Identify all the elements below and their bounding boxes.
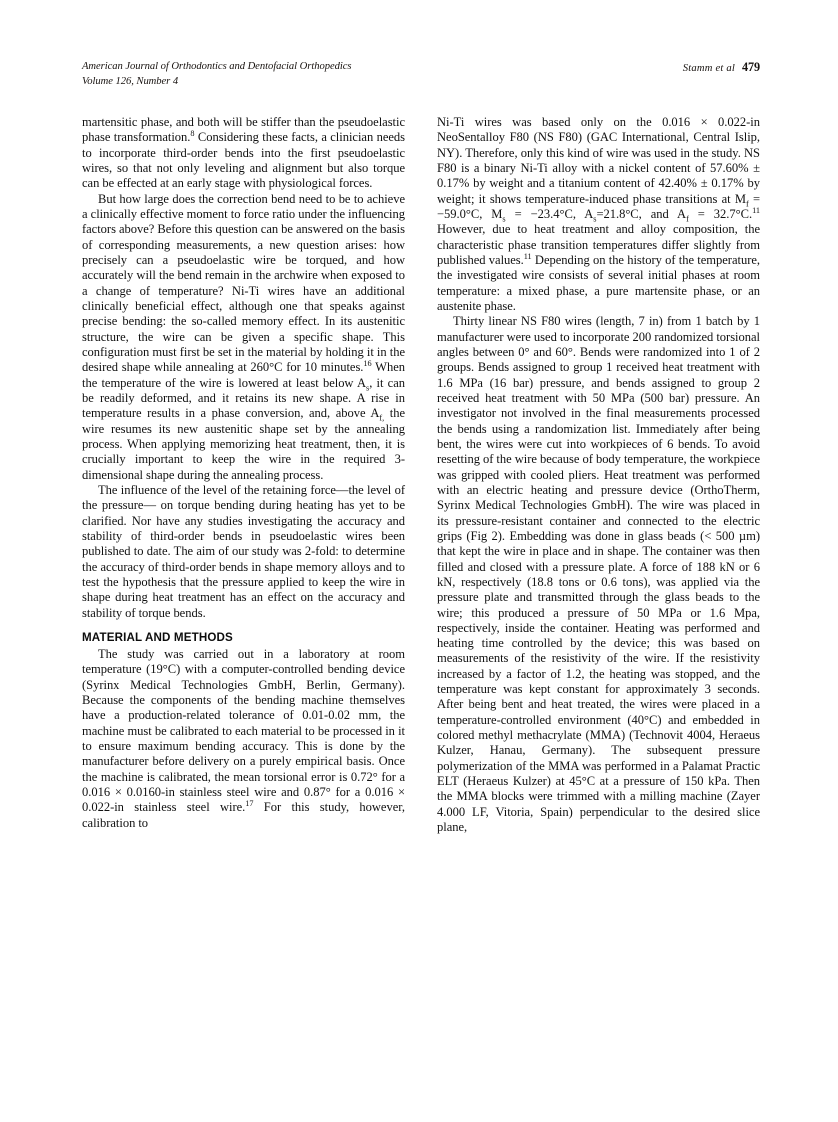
paragraph: The influence of the level of the retaining force—the level of the pressure— on torque bending during heating has yet to be clarified. Nor have any studies investigating the accuracy and stability of third-order bends in pseudoelastic wires been published to date. The aim of our study was 2-fold: to determine the accuracy of third-order bends in shape memory alloys and to test the hypothesis that the pressure applied to keep the wire in shape during heat treatment has an effect on the accuracy and stability of torque bends.	[82, 482, 405, 620]
running-head-left	[82, 60, 351, 89]
running-head-right	[683, 60, 760, 77]
paragraph: The study was carried out in a laboratory at room temperature (19°C) with a computer-controlled bending device (Syrinx Medical Technologies GmbH, Berlin, Germany). Because the components of the bending machine themselves have a production-related tolerance of 0.01-0.02 mm, the machine must be calibrated to each material to be processed in it to ensure maximum bending accuracy. This is done by the manufacturer before delivery on a purely empirical basis. Once the machine is calibrated, the mean torsional error is 0.72° for a 0.016 × 0.0160-in stainless steel wire and 0.87° for a 0.016 × 0.022-in stainless steel wire.$^{17}$ For this study, however, calibration to	[82, 647, 405, 830]
volume-issue: Volume 126, Number 4	[82, 75, 179, 87]
section-heading-material-and-methods: MATERIAL AND METHODS	[82, 631, 233, 645]
paragraph: But how large does the correction bend need to be to achieve a clinically effective moment to force ratio under the influencing factors above? Before this question can be answered on the basis of corresponding measurements, a new question arises: how precisely can a pseudoelastic wire be torqued, and how accurately will the bend remain in the archwire when exposed to a change of temperature? Ni-Ti wires have an additional clinically beneficial effect, although one that speaks against precise bending: the so-called memory effect. In its austenitic structure, the wire can be given a specific shape. This configuration must first be set in the material by holding it in the desired shape while annealing at 260°C for 10 minutes.$^{16}$ When the temperature of the wire is lowered at least below $A_s$, it can be readily deformed, and it retains its new shape. A rise in temperature results in a phase conversion, and, above $A_{f,}$ the wire resumes its new austenitic shape set by the annealing process. When applying memorizing heat treatment, then, it is crucially important to keep the wire in the required 3-dimensional shape during the annealing process.	[82, 191, 405, 482]
paragraph: Thirty linear NS F80 wires (length, 7 in) from 1 batch by 1 manufacturer were used to incorporate 200 randomized torsional angles between 0° and 60°. Bends were randomized into 1 of 2 groups. Bends assigned to group 1 received heat treatment with 1.6 MPa (16 bar) pressure, and bends assigned to group 2 received heat treatment with 50 MPa (500 bar) pressure. An investigator not involved in the final measurements processed the bends using a randomization list. Immediately after being bent, the wires were cut into workpieces of 6 bends. To avoid resetting of the wire because of body temperature, the workpiece was gripped with cooled pliers. Heat treatment was performed with an electric heating and pressure device (OrthoTherm, Syrinx Medical Technologies GmbH). The wire was placed in its pressure-resistant container and connected to the electric grips (Fig 2). Embedding was done in glass beads (< 500 µm) that kept the wire in place and in shape. The container was then filled and closed with a pressure plate. A force of 188 kN or 6 kN, respectively (18.8 tons or 0.6 tons), was applied via the pressure plate and transmitted through the glass beads to the wire; this produced a pressure of 50 MPa or 1.6 Mpa, respectively, inside the container. Heating was performed and heating time controlled by the device; this was based on measurements of the resistivity of the wire. If the resistivity increased by a factor of 1.2, the heating was stopped, and the temperature was kept constant for approximately 3 seconds. After being bent and heat treated, the wires were placed in a temperature-controlled environment (40°C) and embedded in colored methyl methacrylate (MMA) (Technovit 4004, Heraeus Kulzer, Hanau, Germany). The subsequent pressure polymerization of the MMA was performed in a Palamat Practic ELT (Heraeus Kulzer) at 45°C at a pressure of 150 kPa. Then the MMA blocks were trimmed with a milling machine (Zayer 4.000 LF, Vitoria, Spain) perpendicular to the desired slice plane,	[437, 314, 760, 835]
running-head	[82, 60, 760, 94]
journal-title: American Journal of Orthodontics and Dentofacial Orthopedics	[82, 61, 352, 72]
paragraph: martensitic phase, and both will be stiffer than the pseudoelastic phase transformation.$^8$ Considering these facts, a clinician needs to incorporate third-order bends into the first pseudoelastic wires, so that not only leveling and alignment but also torque can be effected at an early stage with physiological forces.	[82, 115, 406, 191]
column-left	[82, 115, 405, 831]
body-columns	[82, 115, 760, 1045]
page-number: 479	[742, 60, 760, 74]
column-right	[437, 115, 760, 835]
paragraph: Ni-Ti wires was based only on the 0.016 × 0.022-in NeoSentalloy F80 (NS F80) (GAC International, Central Islip, NY). Therefore, only this kind of wire was used in the study. NS F80 is a binary Ni-Ti alloy with a nickel content of 57.60% ± 0.17% by weight and a titanium content of 42.40% ± 0.17% by weight; it shows temperature-induced phase transitions at $M_f = -59.0^\circ C$, $M_s = -23.4^\circ C$, $A_s=21.8^\circ C$, and $A_f = 32.7^\circ C.^{11}$ However, due to heat treatment and alloy composition, the characteristic phase transition temperatures differ slightly from published values.$^{11}$ Depending on the history of the temperature, the investigated wire consists of several initial phases at room temperature: a mixed phase, a pure martensite phase, or an austenite phase.	[437, 115, 760, 313]
running-head-authors: Stamm et al	[682, 63, 736, 74]
